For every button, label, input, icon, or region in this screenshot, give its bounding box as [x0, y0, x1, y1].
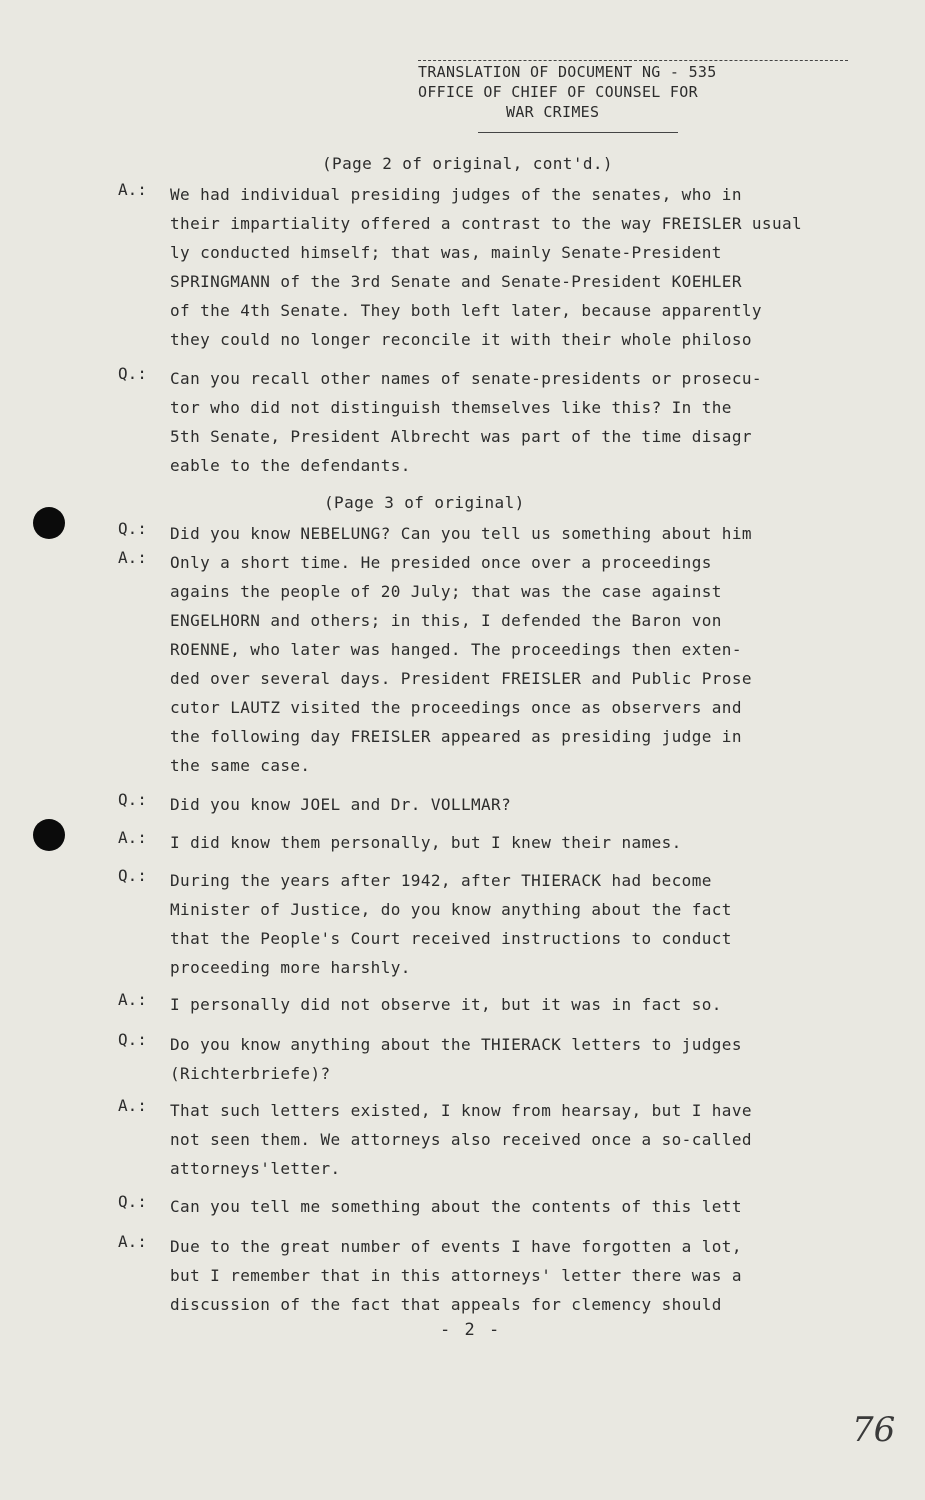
qa-entry-9 [118, 1030, 863, 1088]
entry-label: Q.: [118, 1030, 147, 1049]
qa-entry-4 [118, 548, 863, 780]
entry-label: Q.: [118, 790, 147, 809]
handwritten-folio-number: 76 [852, 1410, 896, 1450]
header-bottom-rule [478, 132, 678, 133]
qa-entry-10 [118, 1096, 863, 1183]
entry-text: Do you know anything about the THIERACK letters to judges (Richterbriefe)? [170, 1035, 742, 1083]
qa-entry-6 [118, 828, 863, 857]
entry-text: Can you recall other names of senate-presidents or prosecu- tor who did not distinguish themselves like this? In the 5th Senate, President Albrecht was part of the time disagr eable to the defendants. [170, 369, 762, 475]
entry-text: Only a short time. He presided once over a proceedings agains the people of 20 July; that was the case against ENGELHORN and others; in this, I defended the Baron von ROENNE, who later was hanged. The proceedings then exten- ded over several days. President FREISLER and Public Prose cutor LAUTZ visited the proceedings once as observers and the following day FREISLER appeared as presiding judge in the same case. [170, 553, 752, 775]
header-line-1: TRANSLATION OF DOCUMENT NG - 535 [418, 63, 717, 81]
entry-label: A.: [118, 828, 147, 847]
entry-label: A.: [118, 1232, 147, 1251]
punch-hole-top [33, 507, 65, 539]
header-line-3: WAR CRIMES [506, 103, 600, 121]
qa-entry-2 [118, 364, 863, 480]
entry-text: Can you tell me something about the contents of this lett [170, 1197, 742, 1216]
entry-label: Q.: [118, 866, 147, 885]
entry-label: A.: [118, 990, 147, 1009]
entry-label: Q.: [118, 519, 147, 538]
entry-text: I did know them personally, but I knew their names. [170, 833, 682, 852]
qa-entry-5 [118, 790, 863, 819]
qa-entry-7 [118, 866, 863, 982]
qa-entry-11 [118, 1192, 863, 1221]
entry-label: A.: [118, 1096, 147, 1115]
entry-text: During the years after 1942, after THIERACK had become Minister of Justice, do you know anything about the fact that the People's Court received instructions to conduct proceeding more harshly. [170, 871, 732, 977]
entry-label: Q.: [118, 1192, 147, 1211]
entry-text: We had individual presiding judges of the senates, who in their impartiality offered a contrast to the way FREISLER usual ly conducted himself; that was, mainly Senate-President SPRINGMANN of the 3rd Senate and Senate-President KOEHLER of the 4th Senate. They both left later, because apparently they could no longer reconcile it with their whole philoso [170, 185, 803, 349]
entry-text: Did you know JOEL and Dr. VOLLMAR? [170, 795, 512, 814]
entry-label: A.: [118, 180, 147, 199]
qa-entry-3 [118, 519, 863, 548]
punch-hole-bottom [33, 819, 65, 851]
header-top-rule [418, 60, 848, 61]
entry-text: I personally did not observe it, but it was in fact so. [170, 995, 722, 1014]
entry-text: Due to the great number of events I have forgotten a lot, but I remember that in this attorneys' letter there was a discussion of the fact that appeals for clemency should [170, 1237, 742, 1314]
page-note-original-3: (Page 3 of original) [324, 493, 525, 512]
entry-text: That such letters existed, I know from hearsay, but I have not seen them. We attorneys also received once a so-called attorneys'letter. [170, 1101, 752, 1178]
page-number: - 2 - [440, 1320, 502, 1340]
qa-entry-8 [118, 990, 863, 1019]
entry-text: Did you know NEBELUNG? Can you tell us something about him [170, 524, 752, 543]
qa-entry-12 [118, 1232, 863, 1319]
entry-label: Q.: [118, 364, 147, 383]
header-line-2: OFFICE OF CHIEF OF COUNSEL FOR [418, 83, 698, 101]
qa-entry-1 [118, 180, 863, 354]
document-header [418, 62, 858, 122]
page-note-original-2: (Page 2 of original, cont'd.) [322, 154, 613, 173]
entry-label: A.: [118, 548, 147, 567]
